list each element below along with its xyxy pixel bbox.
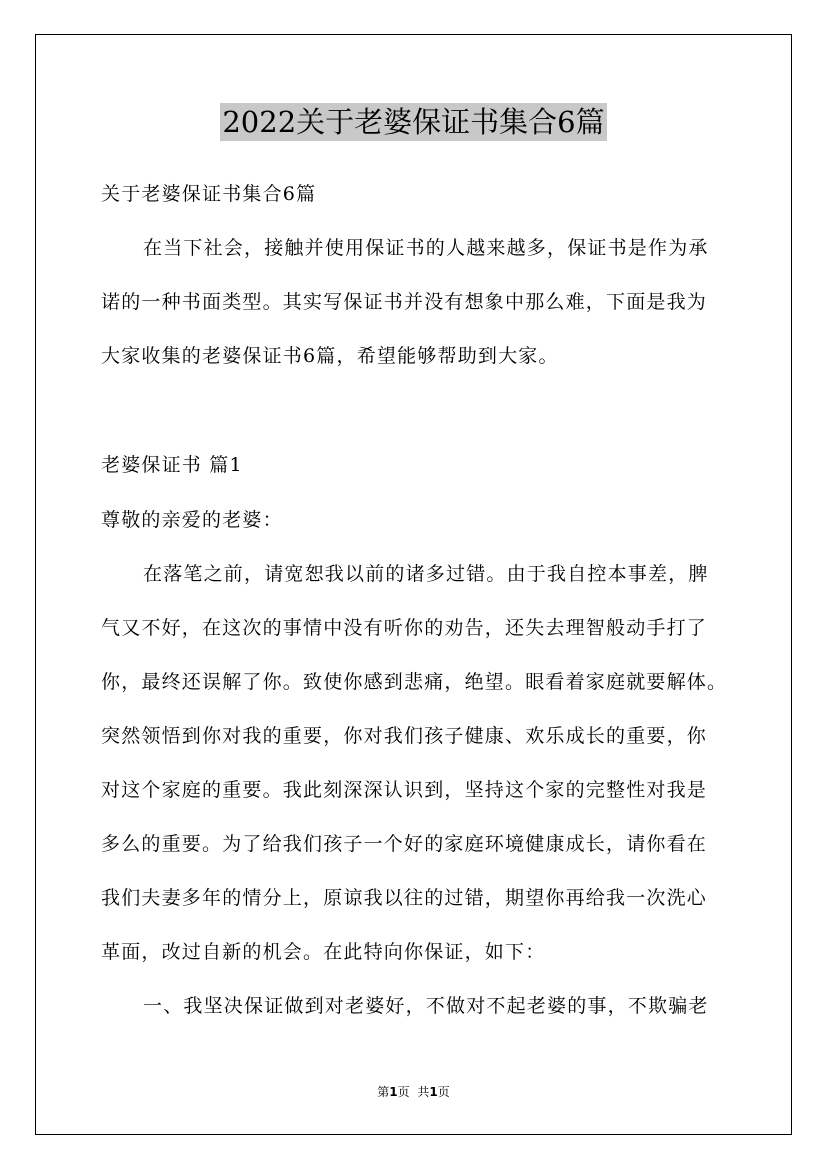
page-prefix: 第 [377,1085,390,1099]
body-line: 我们夫妻多年的情分上，原谅我以往的过错，期望你再给我一次洗心 [101,887,708,909]
body-line: 多么的重要。为了给我们孩子一个好的家庭环境健康成长，请你看在 [101,833,708,855]
page-suffix: 页 [397,1085,410,1099]
document-title: 2022关于老婆保证书集合6篇 [222,105,605,139]
body-line: 革面，改过自新的机会。在此特向你保证，如下： [101,941,546,963]
pledge-line: 一、我坚决保证做到对老婆好，不做对不起老婆的事，不欺骗老 [143,995,709,1017]
section-heading: 老婆保证书 篇1 [101,454,243,476]
body-line: 你，最终还误解了你。致使你感到悲痛，绝望。眼看着家庭就要解体。 [101,671,728,693]
body-line: 突然领悟到你对我的重要，你对我们孩子健康、欢乐成长的重要，你 [101,725,708,747]
page-number: 1 [389,1085,398,1099]
page-footer [0,1084,827,1100]
title-container [0,103,827,141]
total-suffix: 页 [437,1085,450,1099]
total-prefix: 共 [417,1085,430,1099]
salutation: 尊敬的亲爱的老婆： [101,509,283,531]
document-subtitle: 关于老婆保证书集合6篇 [101,183,317,205]
body-line: 在落笔之前，请宽恕我以前的诸多过错。由于我自控本事差，脾 [143,563,709,585]
intro-line: 诺的一种书面类型。其实写保证书并没有想象中那么难，下面是我为 [101,291,708,313]
intro-line: 大家收集的老婆保证书6篇，希望能够帮助到大家。 [101,345,559,367]
intro-line: 在当下社会，接触并使用保证书的人越来越多，保证书是作为承 [143,237,709,259]
body-line: 对这个家庭的重要。我此刻深深认识到，坚持这个家的完整性对我是 [101,779,708,801]
body-line: 气又不好，在这次的事情中没有听你的劝告，还失去理智般动手打了 [101,617,708,639]
total-pages: 1 [429,1085,438,1099]
